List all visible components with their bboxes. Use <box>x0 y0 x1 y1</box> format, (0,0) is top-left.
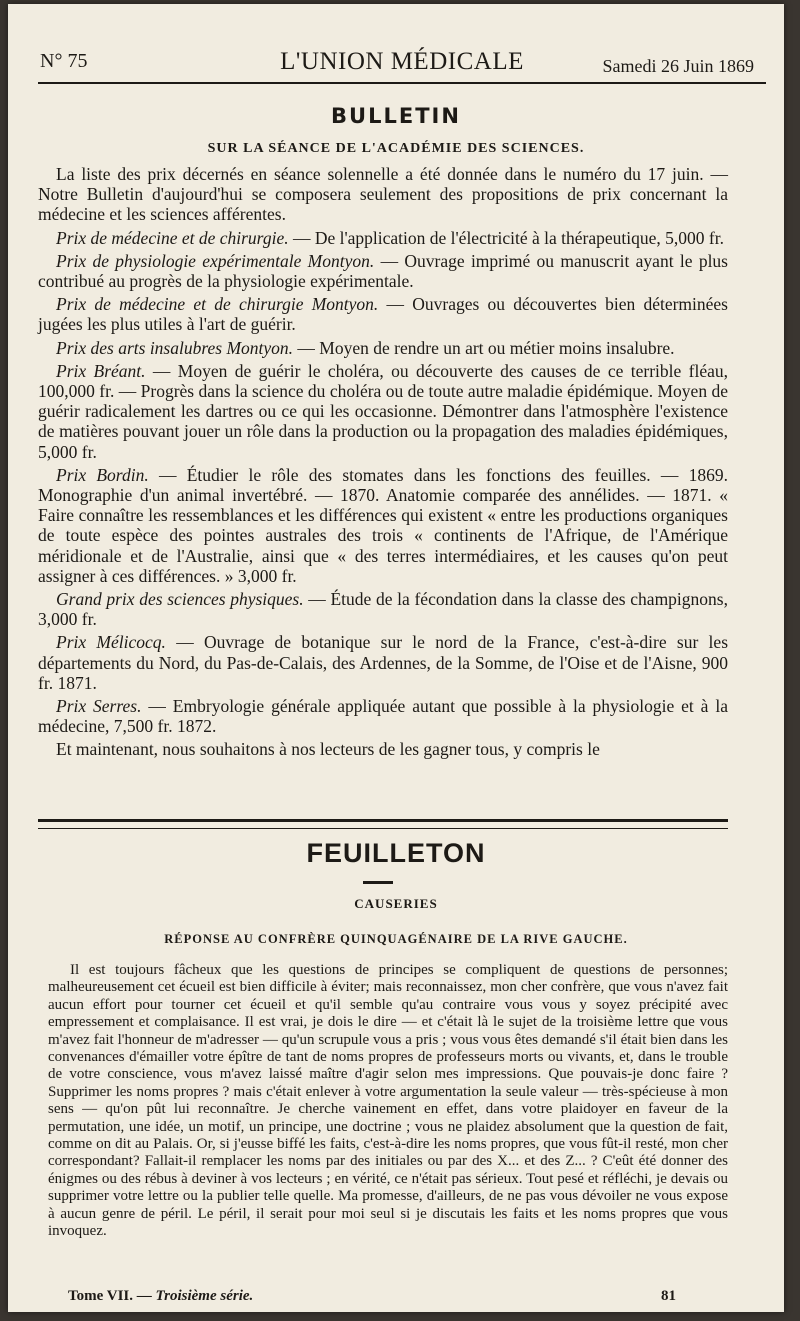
page-number: 81 <box>661 1288 676 1304</box>
series-label: Troisième série. <box>155 1288 254 1304</box>
prize-name: Prix Bréant. <box>56 360 146 381</box>
prize-paragraph <box>38 361 728 462</box>
prize-name: Prix des arts insalubres Montyon. <box>56 337 294 358</box>
prize-name: Prix de médecine et de chirurgie Montyon. <box>56 294 379 315</box>
bulletin-intro: La liste des prix décernés en séance solennelle a été donnée dans le numéro du 17 juin. — Notre Bulletin d'aujourd'hui se composera seulement des propositions de prix concernant la médecine et les sciences afférentes. <box>38 164 728 225</box>
volume-info <box>68 1288 253 1305</box>
masthead <box>38 46 766 84</box>
feuilleton-section: CAUSERIES <box>354 896 438 911</box>
prize-text: — Étude de la fécondation dans la classe des champignons, 3,000 fr. <box>38 589 728 630</box>
tome-label: Tome VII. — <box>68 1288 152 1304</box>
prize-text: — Ouvrage de botanique sur le nord de la France, c'est-à-dire sur les départements du Nord, du Pas-de-Calais, des Ardennes, de la Somme, de l'Oise et de l'Aisne, 900 fr. 1871. <box>38 632 729 693</box>
prize-paragraph <box>38 589 728 629</box>
prize-name: Prix Mélicocq. <box>56 632 166 653</box>
section-divider <box>38 819 728 829</box>
issue-date: Samedi 26 Juin 1869 <box>602 56 754 76</box>
bulletin-body <box>38 164 728 763</box>
prize-name: Prix Serres. <box>56 696 142 717</box>
feuilleton-body <box>48 962 728 1241</box>
issue-number: N° 75 <box>40 50 88 72</box>
prize-text: — Étudier le rôle des stomates dans les fonctions des feuilles. — 1869. Monographie d'un animal invertébré. — 1870. Anatomie comparée des annélides. — 1871. « Faire connaître les ressemblances et les différences qui existent « entre les productions organiques de toute espèce des pointes australes des trois « continents de l'Afrique, de l'Amérique méridionale et de l'Australie, ainsi que « des terres intermédiaires, et les causes qu'on peut assigner à ces différences. » 3,000 fr. <box>38 464 729 586</box>
prize-text: — Ouvrages ou découvertes bien déterminées jugées les plus utiles à l'art de guérir. <box>38 294 728 335</box>
bulletin-title: BULLETIN <box>331 104 461 128</box>
journal-page <box>8 4 784 1312</box>
bulletin-subtitle: SUR LA SÉANCE DE L'ACADÉMIE DES SCIENCES. <box>207 141 585 156</box>
feuilleton-paragraph: Il est toujours fâcheux que les questions de principes se compliquent de questions de personnes; malheureusement cet écueil est bien difficile à éviter; mais reconnaissez, mon cher confrère, que vous n'avez fait aucun effort pour tourner cet écueil et qu'il semble qu'au contraire vous vous y soyez précipité avec empressement et complaisance. Il est vrai, je dois le dire — et c'était là le sujet de la troisième lettre que vous m'avez fait l'honneur de m'adresser — qu'un scrupule vous a pris ; vous vous êtes demandé s'il était bien dans les convenances d'émailler votre épître de tant de noms propres de professeurs morts ou vivants, et, dans le trouble de votre conscience, vous m'avez laissé maître d'agir selon mes impressions. Que pouvais-je donc faire ? Supprimer les noms propres ? mais c'était enlever à votre argumentation la seule valeur — très-spécieuse à mon sens — qu'on pût lui reconnaître. Je cherche vainement en effet, dans votre plaidoyer en faveur de la permutation, une idée, un motif, un principe, une doctrine ; vous ne plaidez absolument que la question de fait, comme on dit au Palais. Or, si j'eusse biffé les faits, c'est-à-dire les noms propres, que vous fût-il resté, mon cher correspondant? Fallait-il remplacer les noms par des initiales ou par des X... et des Z... ? C'eût été donner des énigmes ou des rébus à deviner à vos lecteurs ; en vérité, ce n'était pas sérieux. Tout pesé et réfléchi, je devais ou supprimer votre lettre ou la publier telle quelle. Ma promesse, d'ailleurs, de ne pas vous dévoiler ne vous expose à aucun genre de péril. Le péril, il serait pour moi seul si je discutais les faits et les noms propres que vous invoquez. <box>48 962 728 1240</box>
prize-text: — Moyen de rendre un art ou métier moins insalubre. <box>293 337 675 358</box>
prize-paragraph <box>38 294 728 334</box>
bulletin-closing: Et maintenant, nous souhaitons à nos lecteurs de les gagner tous, y compris le <box>56 739 600 760</box>
prize-name: Grand prix des sciences physiques. <box>56 589 304 610</box>
prize-name: Prix de physiologie expérimentale Montyon. <box>56 250 375 271</box>
feuilleton-heading: RÉPONSE AU CONFRÈRE QUINQUAGÉNAIRE DE LA RIVE GAUCHE. <box>164 932 628 946</box>
journal-title: L'UNION MÉDICALE <box>280 48 524 75</box>
feuilleton-title: FEUILLETON <box>306 838 486 868</box>
prize-paragraph <box>38 251 728 291</box>
prize-paragraph <box>38 228 728 248</box>
prize-text: — Moyen de guérir le choléra, ou découverte des causes de ce terrible fléau, 100,000 fr. — Progrès dans la science du choléra ou de toute autre maladie épidémique. Moyen de guérir radicalement les dartres ou ce qui les occasionne. Démontrer dans l'atmosphère l'existence de matières pouvant jouer un rôle dans la production ou la propagation des maladies épidémiques, 5,000 fr. <box>38 360 729 462</box>
prize-text: — Ouvrage imprimé ou manuscrit ayant le plus contribué au progrès de la physiologie expérimentale. <box>38 250 728 292</box>
prize-paragraph <box>38 465 728 586</box>
prize-paragraph <box>38 696 728 736</box>
prize-name: Prix de médecine et de chirurgie. <box>56 227 289 248</box>
prize-paragraph <box>38 632 728 693</box>
prize-text: — Embryologie générale appliquée autant que possible à la physiologie et à la médecine, 7,500 fr. 1872. <box>38 696 728 737</box>
short-divider <box>363 881 393 884</box>
prize-text: — De l'application de l'électricité à la thérapeutique, 5,000 fr. <box>288 227 724 248</box>
prize-paragraph <box>38 338 728 358</box>
prize-name: Prix Bordin. <box>56 464 149 485</box>
